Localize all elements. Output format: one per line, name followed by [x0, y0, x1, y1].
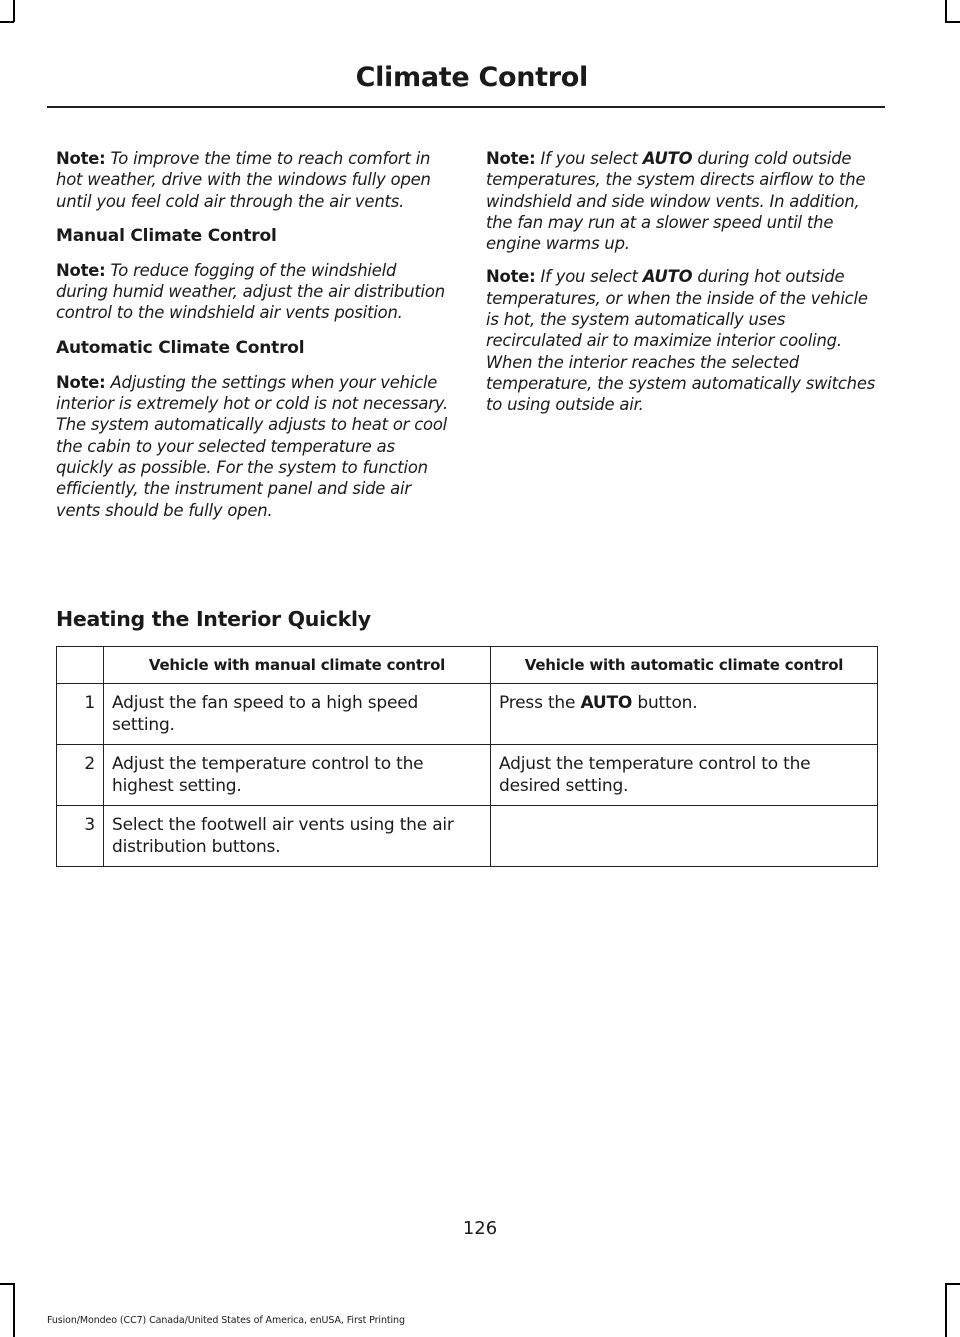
step-number: 1	[57, 684, 104, 745]
crop-mark-bottom-right	[945, 1283, 947, 1337]
auto-keyword: AUTO	[642, 149, 693, 168]
auto-keyword: AUTO	[580, 693, 633, 713]
note-auto-hot	[486, 266, 881, 415]
note-text: If you select	[540, 267, 638, 287]
manual-climate-heading: Manual Climate Control	[56, 225, 277, 246]
table-row	[57, 745, 878, 806]
note-fogging	[56, 260, 451, 324]
note-text: during hot outside temperatures, or when the inside of the vehicle is hot, the system automatically uses recirculated air to maximize interior cooling. When the interior reaches the selected temperature, the system automatically switches to using outside air.	[486, 267, 876, 415]
crop-mark-top-left	[13, 0, 15, 22]
crop-mark-top-left	[0, 21, 14, 23]
note-label: Note:	[56, 260, 106, 280]
note-comfort	[56, 148, 451, 212]
note-auto-cold	[486, 148, 881, 254]
note-text: Adjusting the settings when your vehicle interior is extremely hot or cold is not necessary. The system automatically adjusts to heat or cool the cabin to your selected temperature as quickly as possible. For the system to function efficiently, the instrument panel and side air vents should be fully open.	[56, 372, 449, 520]
heating-steps-table	[56, 646, 878, 867]
table-row	[57, 806, 878, 867]
note-text: during cold outside temperatures, the system directs airflow to the windshield and side window vents. In addition, the fan may run at a slower speed until the engine warms up.	[486, 149, 866, 254]
step-number: 2	[57, 745, 104, 806]
crop-mark-bottom-right	[945, 1283, 960, 1285]
table-header-automatic: Vehicle with automatic climate control	[491, 647, 878, 684]
automatic-step	[491, 684, 878, 745]
right-column	[486, 148, 881, 428]
automatic-step-text: Adjust the temperature control to the desired setting.	[499, 754, 811, 796]
page-number: 126	[462, 1218, 498, 1239]
automatic-step-text: button.	[637, 693, 698, 713]
auto-keyword: AUTO	[642, 267, 693, 287]
note-label: Note:	[56, 149, 106, 168]
note-label: Note:	[56, 372, 106, 392]
crop-mark-top-right	[945, 0, 947, 22]
note-label: Note:	[486, 149, 536, 168]
crop-mark-bottom-left	[13, 1283, 15, 1337]
note-text: To reduce fogging of the windshield during humid weather, adjust the air distribution control to the windshield air vents position.	[56, 260, 445, 323]
section-heading: Heating the Interior Quickly	[56, 607, 371, 631]
automatic-climate-heading: Automatic Climate Control	[56, 337, 305, 358]
table-row	[57, 684, 878, 745]
manual-step: Adjust the temperature control to the highest setting.	[104, 745, 491, 806]
manual-step: Adjust the fan speed to a high speed setting.	[104, 684, 491, 745]
step-number: 3	[57, 806, 104, 867]
page-title: Climate Control	[355, 62, 588, 93]
manual-step: Select the footwell air vents using the air distribution buttons.	[104, 806, 491, 867]
note-settings	[56, 372, 451, 521]
automatic-step	[491, 806, 878, 867]
note-text: To improve the time to reach comfort in hot weather, drive with the windows fully open until you feel cold air through the air vents.	[56, 149, 431, 211]
footer-print-info: Fusion/Mondeo (CC7) Canada/United States of America, enUSA, First Printing	[47, 1315, 405, 1326]
table-header-manual: Vehicle with manual climate control	[104, 647, 491, 684]
automatic-step	[491, 745, 878, 806]
table-header-number	[57, 647, 104, 684]
note-text: If you select	[540, 149, 638, 168]
automatic-step-text: Press the	[499, 693, 576, 713]
title-divider	[47, 106, 885, 108]
table-header-row	[57, 647, 878, 684]
crop-mark-bottom-left	[0, 1283, 14, 1285]
left-column	[56, 148, 451, 533]
note-label: Note:	[486, 267, 536, 287]
crop-mark-top-right	[945, 21, 960, 23]
